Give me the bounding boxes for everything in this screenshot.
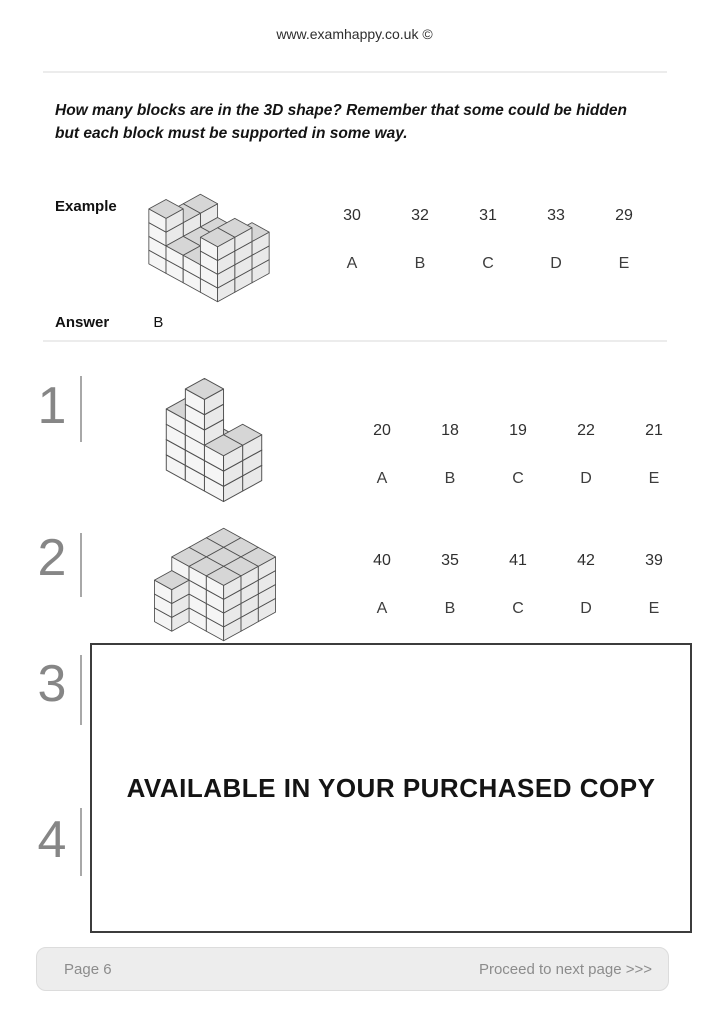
answer-label: Answer — [55, 314, 110, 331]
option-value: 29 — [615, 207, 633, 224]
question-1-options — [348, 421, 688, 489]
option-value: 40 — [373, 552, 391, 569]
option-value: 35 — [441, 552, 459, 569]
example-label: Example — [55, 198, 117, 215]
option-value: 41 — [509, 552, 527, 569]
question-1-number: 1 — [37, 377, 67, 435]
purchase-overlay-box — [90, 643, 692, 933]
prompt-line-2: but each block must be supported in some way. — [55, 125, 408, 142]
page-number-label: Page 6 — [64, 960, 112, 978]
question-1-shape-image — [161, 377, 267, 503]
option-b — [416, 551, 484, 619]
section-divider — [43, 340, 667, 342]
option-value: 39 — [645, 552, 663, 569]
question-4-rule — [80, 808, 82, 876]
option-value: 31 — [479, 207, 497, 224]
option-d — [552, 421, 620, 489]
header-divider — [43, 71, 667, 73]
question-prompt — [55, 99, 655, 145]
question-2-shape-image — [152, 527, 278, 642]
next-page-link[interactable]: Proceed to next page >>> — [478, 960, 652, 978]
option-letter: B — [414, 255, 426, 272]
question-2-rule — [80, 533, 82, 597]
question-1-rule — [80, 376, 82, 442]
example-answer-row — [55, 314, 163, 331]
option-e — [590, 206, 658, 274]
option-d — [522, 206, 590, 274]
prompt-line-1: How many blocks are in the 3D shape? Remember that some could be hidden — [55, 102, 627, 119]
option-value: 42 — [577, 552, 595, 569]
option-letter: B — [444, 470, 456, 487]
question-2-number: 2 — [37, 529, 67, 587]
option-e — [620, 551, 688, 619]
option-letter: E — [648, 470, 660, 487]
option-value: 32 — [411, 207, 429, 224]
option-d — [552, 551, 620, 619]
example-shape-image — [138, 193, 280, 303]
option-letter: B — [444, 600, 456, 617]
question-2-options — [348, 551, 688, 619]
question-4-number: 4 — [37, 811, 67, 869]
option-value: 20 — [373, 422, 391, 439]
purchase-overlay-text: AVAILABLE IN YOUR PURCHASED COPY — [126, 772, 656, 803]
option-letter: D — [580, 470, 592, 487]
option-letter: A — [376, 470, 388, 487]
option-b — [416, 421, 484, 489]
option-value: 30 — [343, 207, 361, 224]
option-value: 18 — [441, 422, 459, 439]
option-letter: E — [648, 600, 660, 617]
option-value: 19 — [509, 422, 527, 439]
option-letter: C — [512, 470, 524, 487]
option-b — [386, 206, 454, 274]
example-options — [318, 206, 658, 274]
option-letter: D — [550, 255, 562, 272]
option-letter: C — [512, 600, 524, 617]
question-3-number: 3 — [37, 655, 67, 713]
option-a — [318, 206, 386, 274]
option-e — [620, 421, 688, 489]
question-3-rule — [80, 655, 82, 725]
site-url: www.examhappy.co.uk © — [276, 26, 433, 42]
option-letter: A — [376, 600, 388, 617]
option-letter: A — [346, 255, 358, 272]
option-c — [484, 551, 552, 619]
option-value: 21 — [645, 422, 663, 439]
option-c — [454, 206, 522, 274]
option-letter: D — [580, 600, 592, 617]
pager-bar — [36, 947, 669, 991]
option-value: 22 — [577, 422, 595, 439]
option-letter: E — [618, 255, 630, 272]
option-letter: C — [482, 255, 494, 272]
option-value: 33 — [547, 207, 565, 224]
option-a — [348, 551, 416, 619]
option-a — [348, 421, 416, 489]
option-c — [484, 421, 552, 489]
answer-value: B — [153, 314, 164, 331]
